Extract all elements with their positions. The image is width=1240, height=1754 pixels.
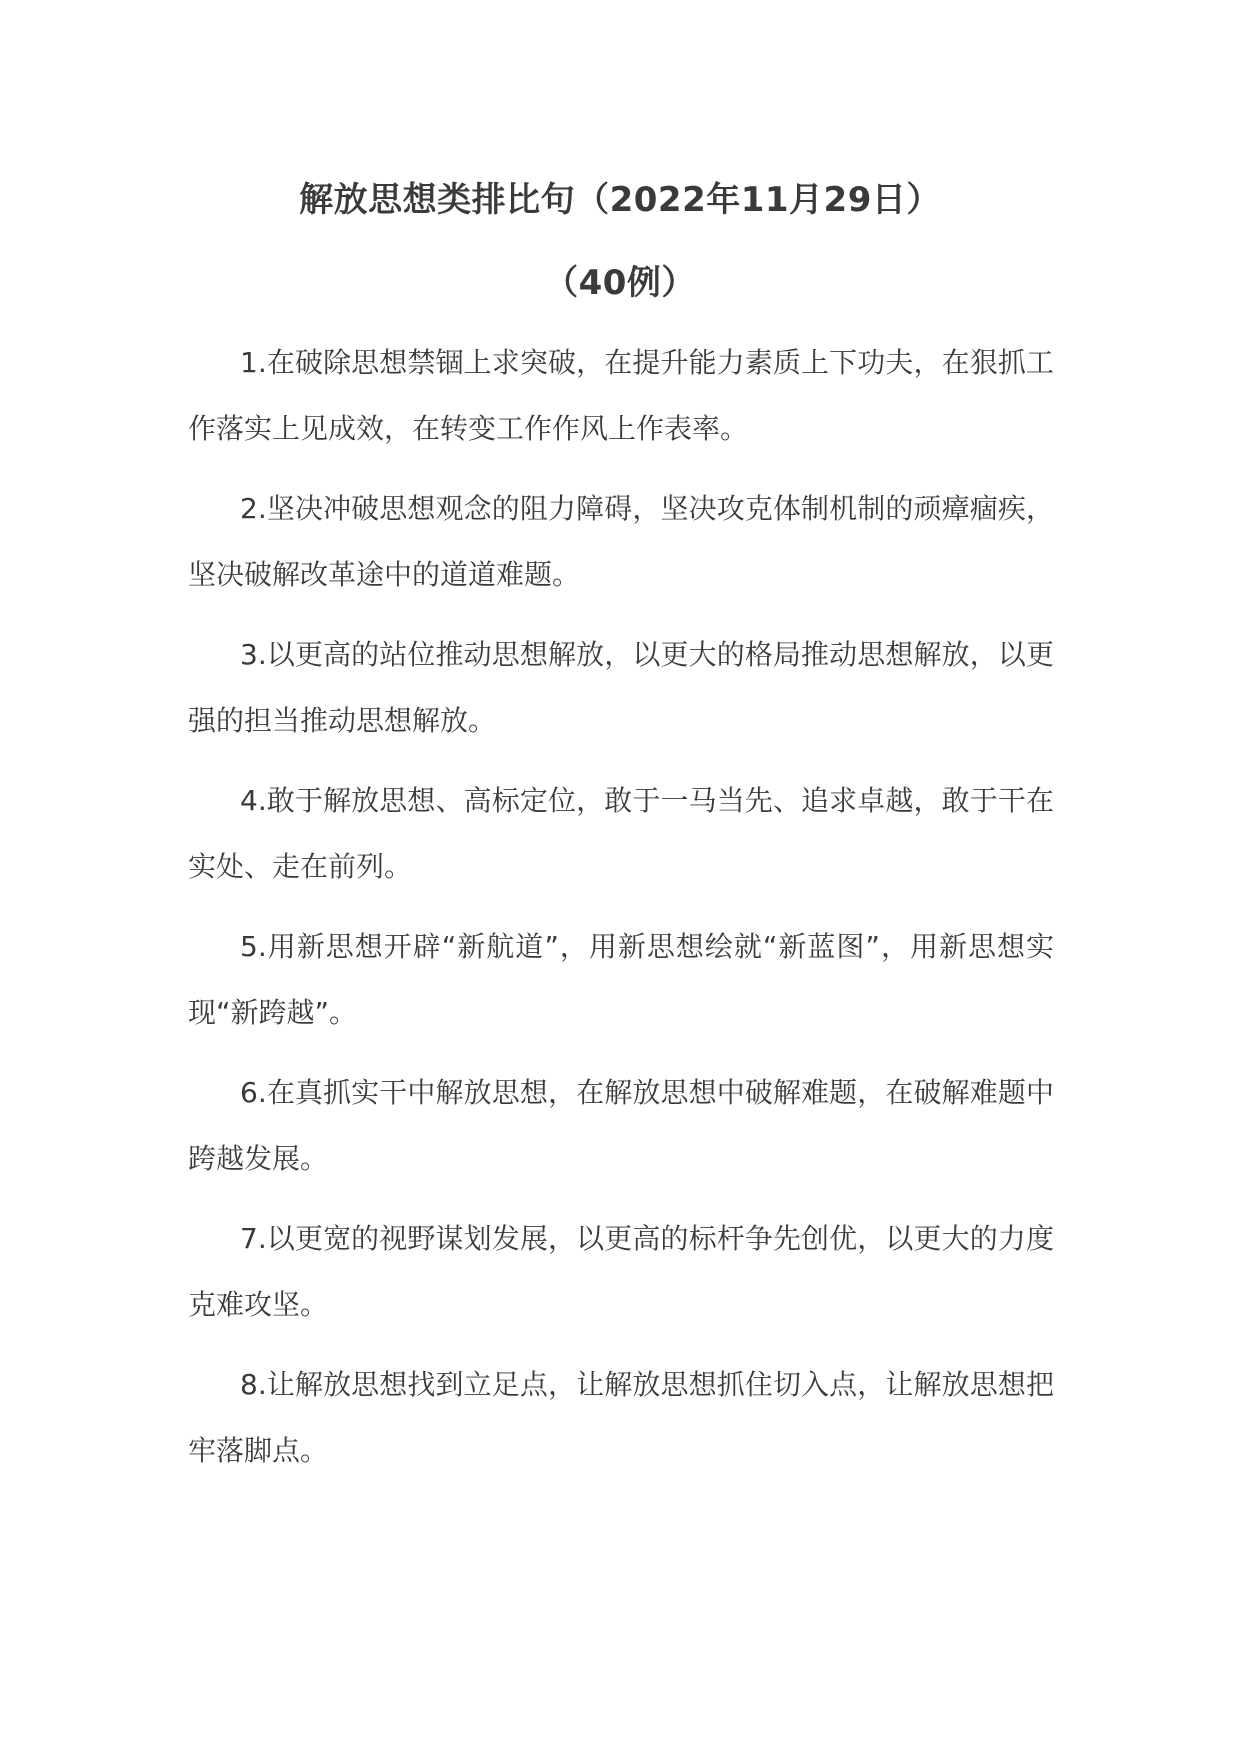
paragraph-7: 7.以更宽的视野谋划发展，以更高的标杆争先创优，以更大的力度克难攻坚。 [188, 1222, 1054, 1321]
document-title: 解放思想类排比句（2022年11月29日） [299, 180, 941, 220]
document-body [188, 330, 1054, 1498]
paragraph-8: 8.让解放思想找到立足点，让解放思想抓住切入点，让解放思想把牢落脚点。 [188, 1368, 1054, 1467]
document-subtitle: （40例） [544, 263, 696, 303]
paragraph-3: 3.以更高的站位推动思想解放，以更大的格局推动思想解放，以更强的担当推动思想解放。 [188, 638, 1054, 737]
paragraph-4: 4.敢于解放思想、高标定位，敢于一马当先、追求卓越，敢于干在实处、走在前列。 [188, 784, 1054, 883]
paragraph-5: 5.用新思想开辟“新航道”，用新思想绘就“新蓝图”，用新思想实现“新跨越”。 [188, 930, 1054, 1029]
paragraph-1: 1.在破除思想禁锢上求突破，在提升能力素质上下功夫，在狠抓工作落实上见成效，在转变工作作风上作表率。 [188, 346, 1054, 445]
paragraph-6: 6.在真抓实干中解放思想，在解放思想中破解难题，在破解难题中跨越发展。 [188, 1076, 1054, 1175]
paragraph-2: 2.坚决冲破思想观念的阻力障碍，坚决攻克体制机制的顽瘴痼疾，坚决破解改革途中的道道难题。 [188, 492, 1054, 591]
